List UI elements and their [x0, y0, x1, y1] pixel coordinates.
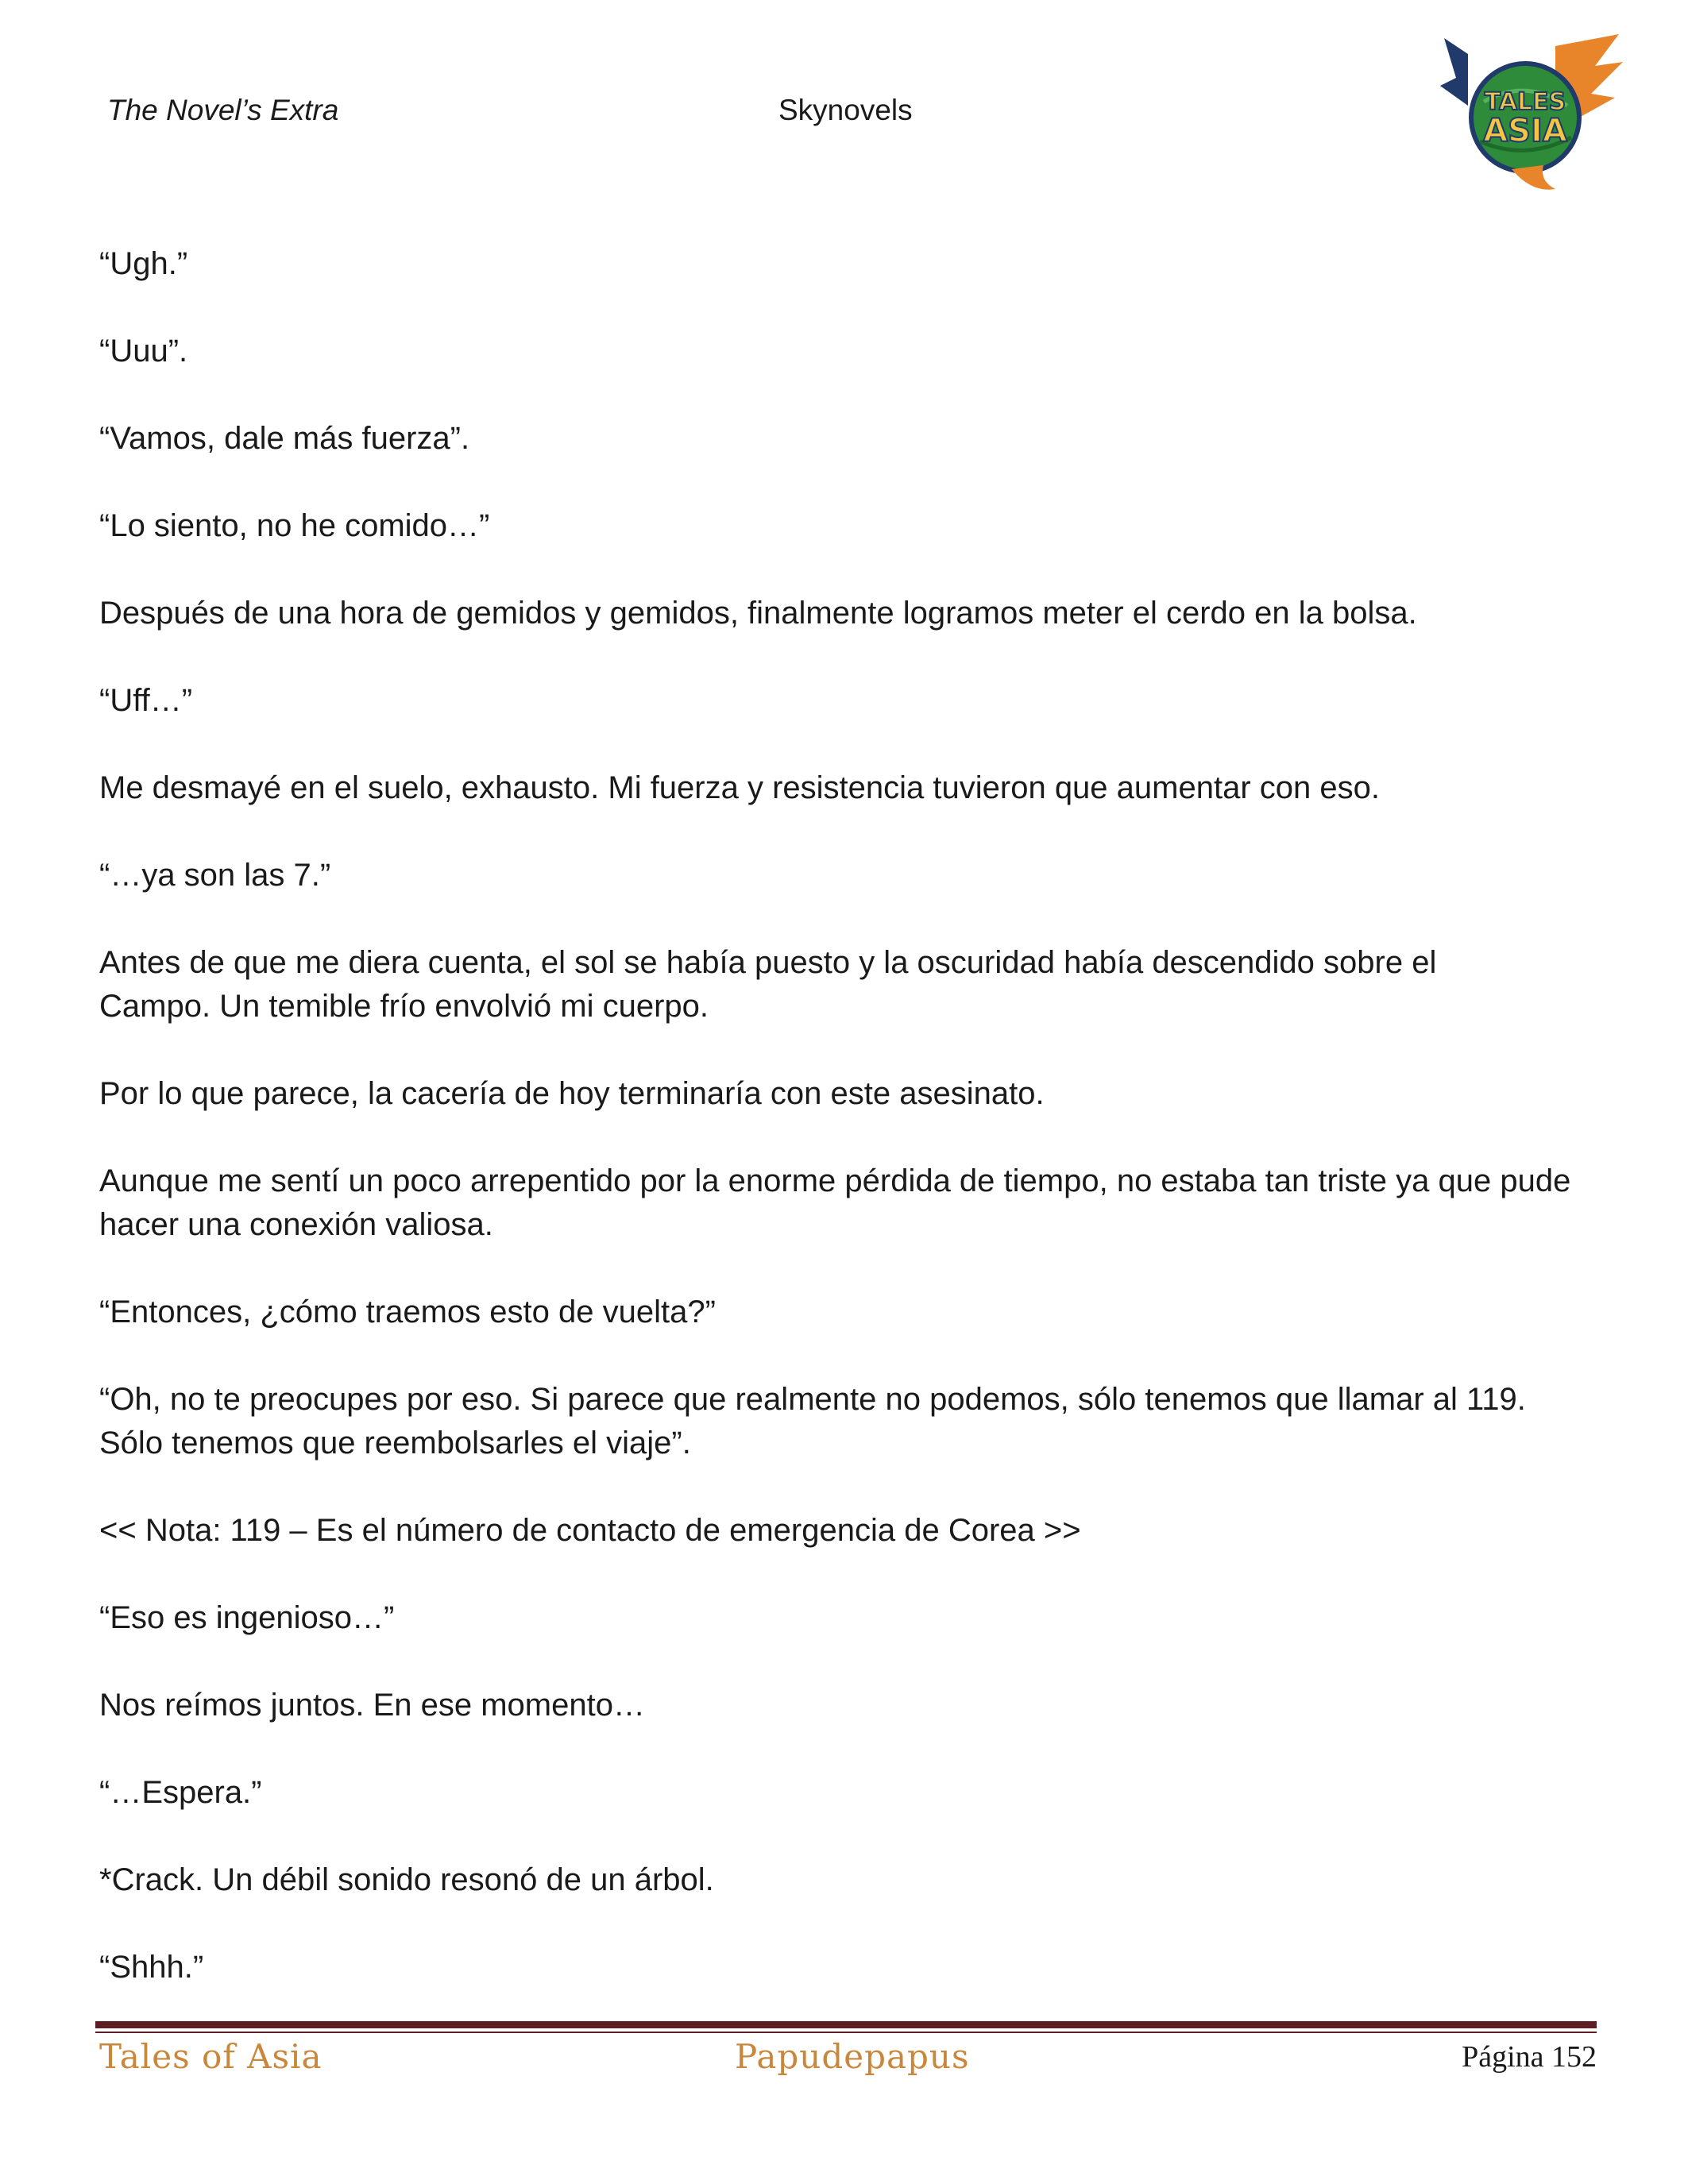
site-name: Skynovels	[778, 94, 913, 126]
paragraph: “Uff…”	[99, 683, 193, 718]
svg-text:TALES: TALES	[1484, 88, 1566, 116]
document-title: The Novel’s Extra	[107, 94, 339, 126]
tales-of-asia-logo	[1436, 30, 1624, 199]
paragraph: “Vamos, dale más fuerza”.	[99, 421, 470, 456]
paragraph: “Uuu”.	[99, 334, 188, 369]
footer-translator: Papudepapus	[735, 2037, 970, 2076]
paragraph: “Oh, no te preocupes por eso. Si parece que realmente no podemos, sólo tenemos que llamar al 119. Sólo tenemos que reembolsarles el viaje”.	[99, 1382, 1526, 1461]
paragraph: “Eso es ingenioso…”	[99, 1600, 395, 1635]
paragraph: “Shhh.”	[99, 1950, 204, 1985]
paragraph: Aunque me sentí un poco arrepentido por la enorme pérdida de tiempo, no estaba tan triste ya que pude hacer una conexión valiosa.	[99, 1163, 1571, 1242]
paragraph: “…Espera.”	[99, 1775, 262, 1810]
footer-divider	[95, 2021, 1597, 2028]
dragon-tail	[1512, 165, 1555, 190]
paragraph: “…ya son las 7.”	[99, 858, 331, 893]
paragraph: Antes de que me diera cuenta, el sol se había puesto y la oscuridad había descendido sobre el Campo. Un temible frío envolvió mi cuerpo.	[99, 945, 1437, 1024]
dragon-wing-left	[1440, 38, 1468, 106]
svg-text:ASIA: ASIA	[1483, 113, 1567, 149]
paragraph: *Crack. Un débil sonido resonó de un árbol.	[99, 1862, 714, 1897]
footer-divider-thin	[95, 2032, 1597, 2033]
paragraph: Por lo que parece, la cacería de hoy terminaría con este asesinato.	[99, 1076, 1045, 1111]
chapter-body	[99, 242, 1609, 2033]
paragraph: “Lo siento, no he comido…”	[99, 508, 490, 543]
paragraph: “Entonces, ¿cómo traemos esto de vuelta?”	[99, 1295, 716, 1329]
page-number: Página 152	[1462, 2040, 1597, 2074]
paragraph: Después de una hora de gemidos y gemidos, finalmente logramos meter el cerdo en la bolsa.	[99, 596, 1417, 631]
paragraph: “Ugh.”	[99, 246, 188, 281]
paragraph: Me desmayé en el suelo, exhausto. Mi fuerza y resistencia tuvieron que aumentar con eso.	[99, 770, 1380, 805]
footer-publisher: Tales of Asia	[99, 2037, 323, 2076]
paragraph: << Nota: 119 – Es el número de contacto de emergencia de Corea >>	[99, 1513, 1081, 1548]
paragraph: Nos reímos juntos. En ese momento…	[99, 1688, 645, 1723]
